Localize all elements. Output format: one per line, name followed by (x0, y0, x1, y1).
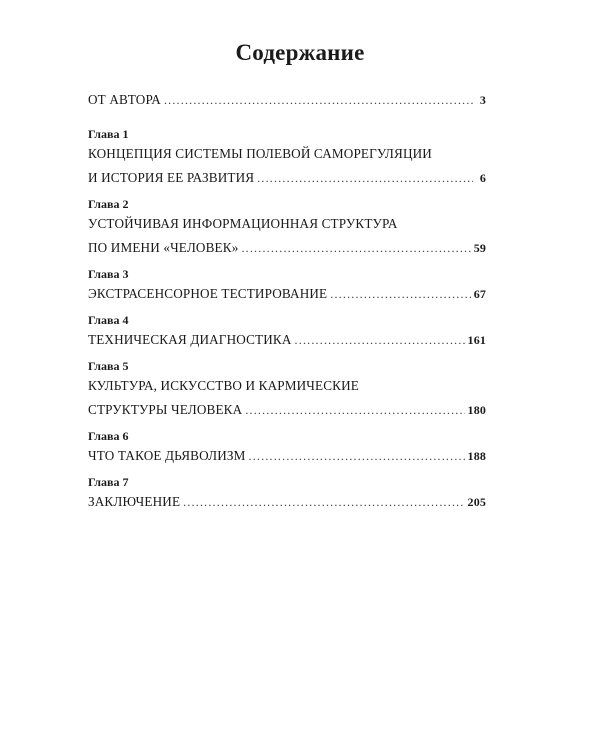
dot-leader (164, 88, 473, 112)
toc-entry-title-continued: ПО ИМЕНИ «ЧЕЛОВЕК» (88, 240, 239, 255)
page-title: Содержание (235, 40, 365, 65)
chapter-label: Глава 2 (88, 197, 129, 211)
toc-entry-title: ЗАКЛЮЧЕНИЕ (88, 494, 181, 509)
toc-page-number: 67 (473, 287, 486, 301)
toc-entry-title: ЭКСТРАСЕНСОРНОЕ ТЕСТИРОВАНИЕ (88, 286, 328, 301)
dot-leader (295, 328, 465, 352)
toc-entry-title: КОНЦЕПЦИЯ СИСТЕМЫ ПОЛЕВОЙ САМОРЕГУЛЯЦИИ (88, 146, 432, 161)
table-of-contents (88, 88, 486, 514)
toc-entry-chapter-3 (88, 266, 486, 306)
dot-leader (245, 398, 464, 422)
toc-entry-title: ЧТО ТАКОЕ ДЬЯВОЛИЗМ (88, 448, 246, 463)
toc-line (88, 328, 486, 352)
toc-entry-title-continued: И ИСТОРИЯ ЕЕ РАЗВИТИЯ (88, 170, 255, 185)
toc-entry-title: ОТ АВТОРА (88, 92, 161, 107)
dot-leader (241, 236, 470, 260)
toc-entry-chapter-1 (88, 126, 486, 190)
toc-line (88, 166, 486, 190)
toc-entry-chapter-7 (88, 474, 486, 514)
toc-entry-chapter-4 (88, 312, 486, 352)
chapter-label: Глава 1 (88, 127, 129, 141)
toc-line (88, 88, 486, 112)
chapter-label: Глава 5 (88, 359, 129, 373)
toc-page-number: 205 (467, 495, 486, 509)
toc-page-number: 161 (467, 333, 486, 347)
toc-line (88, 374, 486, 398)
toc-entry-title: ТЕХНИЧЕСКАЯ ДИАГНОСТИКА (88, 332, 292, 347)
toc-page-number: 3 (479, 93, 486, 107)
toc-line (88, 398, 486, 422)
toc-line (88, 282, 486, 306)
toc-line (88, 490, 486, 514)
toc-entry-title-continued: СТРУКТУРЫ ЧЕЛОВЕКА (88, 402, 243, 417)
dot-leader (249, 444, 465, 468)
chapter-label: Глава 6 (88, 429, 129, 443)
toc-page-number: 6 (479, 171, 486, 185)
toc-entry-title: КУЛЬТУРА, ИСКУССТВО И КАРМИЧЕСКИЕ (88, 378, 359, 393)
dot-leader (330, 282, 470, 306)
toc-page-number: 180 (467, 403, 486, 417)
toc-line (88, 212, 486, 236)
dot-leader (257, 166, 473, 190)
toc-entry-chapter-5 (88, 358, 486, 422)
chapter-label: Глава 3 (88, 267, 129, 281)
toc-entry-title: УСТОЙЧИВАЯ ИНФОРМАЦИОННАЯ СТРУКТУРА (88, 216, 398, 231)
dot-leader (183, 490, 464, 514)
toc-entry-chapter-2 (88, 196, 486, 260)
toc-line (88, 444, 486, 468)
toc-line (88, 236, 486, 260)
toc-entry-author (88, 88, 486, 112)
toc-page-number: 188 (467, 449, 486, 463)
toc-page-number: 59 (473, 241, 486, 255)
chapter-label: Глава 4 (88, 313, 129, 327)
toc-line (88, 142, 486, 166)
chapter-label: Глава 7 (88, 475, 129, 489)
toc-entry-chapter-6 (88, 428, 486, 468)
